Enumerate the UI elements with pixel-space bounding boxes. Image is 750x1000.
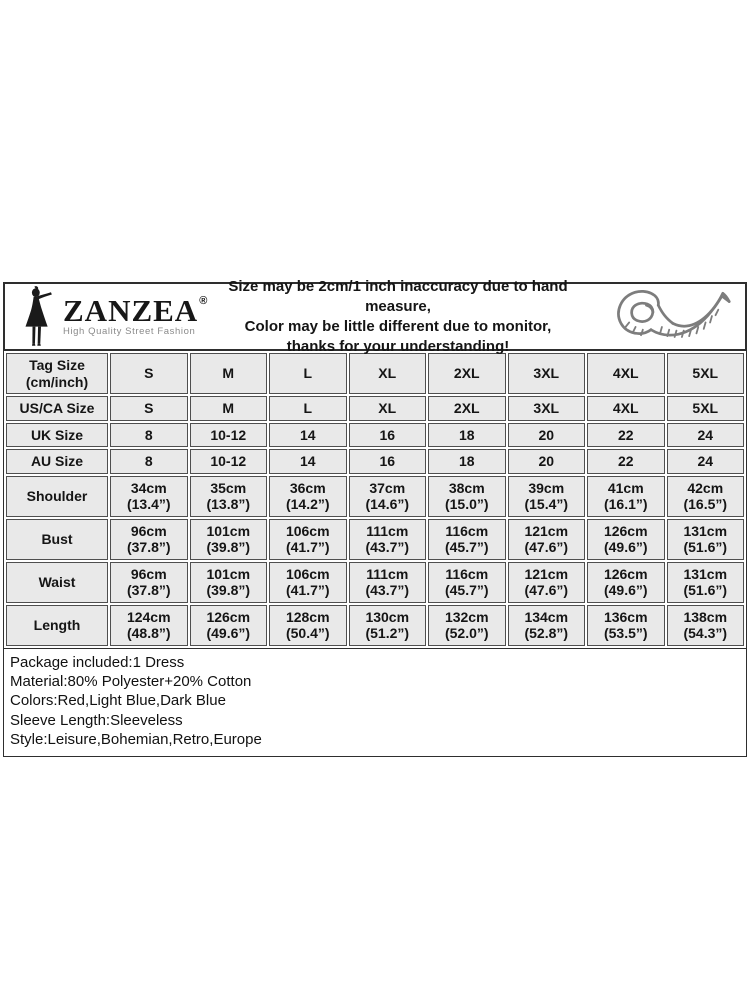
size-cell: 128cm (50.4”) bbox=[269, 605, 347, 646]
info-style: Style:Leisure,Bohemian,Retro,Europe bbox=[10, 731, 262, 749]
table-row bbox=[6, 449, 744, 474]
brand-tagline: High Quality Street Fashion bbox=[63, 326, 196, 337]
size-cell: 116cm (45.7”) bbox=[428, 562, 506, 603]
size-cell: 126cm (49.6”) bbox=[587, 562, 665, 603]
size-cell: XL bbox=[349, 353, 427, 394]
size-table bbox=[4, 351, 746, 648]
disclaimer-line-2: Color may be little different due to monitor, bbox=[244, 317, 552, 335]
size-cell: 132cm (52.0”) bbox=[428, 605, 506, 646]
disclaimer-text bbox=[205, 277, 597, 357]
info-package: Package included:1 Dress bbox=[10, 653, 185, 671]
size-cell: 5XL bbox=[667, 396, 745, 421]
size-cell: 126cm (49.6”) bbox=[587, 519, 665, 560]
size-cell: S bbox=[110, 353, 188, 394]
size-cell: 106cm (41.7”) bbox=[269, 562, 347, 603]
disclaimer-line-1: Size may be 2cm/1 inch inaccuracy due to hand measure, bbox=[228, 277, 568, 315]
size-table-container bbox=[3, 351, 747, 649]
row-label: Waist bbox=[6, 562, 108, 603]
size-cell: 101cm (39.8”) bbox=[190, 519, 268, 560]
size-cell: 10-12 bbox=[190, 449, 268, 474]
row-label: US/CA Size bbox=[6, 396, 108, 421]
size-cell: 18 bbox=[428, 449, 506, 474]
size-cell: XL bbox=[349, 396, 427, 421]
size-cell: 126cm (49.6”) bbox=[190, 605, 268, 646]
measuring-tape-icon bbox=[597, 287, 745, 347]
size-cell: 8 bbox=[110, 449, 188, 474]
info-colors: Colors:Red,Light Blue,Dark Blue bbox=[10, 692, 226, 710]
disclaimer-line-3: thanks for your understanding! bbox=[286, 337, 510, 355]
brand-logo bbox=[5, 286, 208, 348]
table-row bbox=[6, 476, 744, 517]
size-cell: 5XL bbox=[667, 353, 745, 394]
row-label: Tag Size (cm/inch) bbox=[6, 353, 108, 394]
size-cell: 8 bbox=[110, 423, 188, 448]
size-cell: 16 bbox=[349, 423, 427, 448]
size-cell: 111cm (43.7”) bbox=[349, 562, 427, 603]
size-cell: 2XL bbox=[428, 353, 506, 394]
size-cell: 3XL bbox=[508, 353, 586, 394]
size-cell: 41cm (16.1”) bbox=[587, 476, 665, 517]
brand-name: ZANZEA bbox=[63, 293, 199, 328]
size-cell: 130cm (51.2”) bbox=[349, 605, 427, 646]
info-sleeve-length: Sleeve Length:Sleeveless bbox=[10, 711, 183, 729]
size-cell: 101cm (39.8”) bbox=[190, 562, 268, 603]
size-cell: 38cm (15.0”) bbox=[428, 476, 506, 517]
size-cell: 36cm (14.2”) bbox=[269, 476, 347, 517]
size-cell: 14 bbox=[269, 449, 347, 474]
size-cell: 34cm (13.4”) bbox=[110, 476, 188, 517]
size-cell: 35cm (13.8”) bbox=[190, 476, 268, 517]
size-cell: 22 bbox=[587, 423, 665, 448]
size-cell: 131cm (51.6”) bbox=[667, 519, 745, 560]
table-row bbox=[6, 605, 744, 646]
info-material: Material:80% Polyester+20% Cotton bbox=[10, 672, 252, 690]
size-cell: 116cm (45.7”) bbox=[428, 519, 506, 560]
table-row bbox=[6, 562, 744, 603]
size-cell: 121cm (47.6”) bbox=[508, 562, 586, 603]
size-table-body bbox=[6, 353, 744, 646]
row-label: AU Size bbox=[6, 449, 108, 474]
size-cell: 3XL bbox=[508, 396, 586, 421]
table-row bbox=[6, 353, 744, 394]
size-cell: 121cm (47.6”) bbox=[508, 519, 586, 560]
size-cell: 39cm (15.4”) bbox=[508, 476, 586, 517]
row-label: UK Size bbox=[6, 423, 108, 448]
size-cell: S bbox=[110, 396, 188, 421]
size-cell: 4XL bbox=[587, 353, 665, 394]
size-cell: 134cm (52.8”) bbox=[508, 605, 586, 646]
product-info bbox=[3, 648, 747, 757]
size-cell: 42cm (16.5”) bbox=[667, 476, 745, 517]
table-row bbox=[6, 423, 744, 448]
size-cell: 136cm (53.5”) bbox=[587, 605, 665, 646]
registered-trademark-icon: ® bbox=[199, 295, 208, 307]
size-cell: 4XL bbox=[587, 396, 665, 421]
size-cell: 2XL bbox=[428, 396, 506, 421]
size-cell: 96cm (37.8”) bbox=[110, 519, 188, 560]
size-cell: 22 bbox=[587, 449, 665, 474]
header bbox=[3, 277, 747, 355]
size-chart-sheet bbox=[3, 277, 747, 757]
size-cell: L bbox=[269, 396, 347, 421]
size-cell: 24 bbox=[667, 449, 745, 474]
size-cell: 106cm (41.7”) bbox=[269, 519, 347, 560]
size-cell: 37cm (14.6”) bbox=[349, 476, 427, 517]
row-label: Bust bbox=[6, 519, 108, 560]
size-cell: 111cm (43.7”) bbox=[349, 519, 427, 560]
size-cell: L bbox=[269, 353, 347, 394]
size-cell: 14 bbox=[269, 423, 347, 448]
table-row bbox=[6, 519, 744, 560]
size-cell: 18 bbox=[428, 423, 506, 448]
row-label: Shoulder bbox=[6, 476, 108, 517]
size-cell: 96cm (37.8”) bbox=[110, 562, 188, 603]
size-cell: 10-12 bbox=[190, 423, 268, 448]
size-cell: 20 bbox=[508, 423, 586, 448]
size-cell: M bbox=[190, 396, 268, 421]
table-row bbox=[6, 396, 744, 421]
size-cell: 20 bbox=[508, 449, 586, 474]
size-cell: 16 bbox=[349, 449, 427, 474]
size-cell: M bbox=[190, 353, 268, 394]
row-label: Length bbox=[6, 605, 108, 646]
size-cell: 131cm (51.6”) bbox=[667, 562, 745, 603]
size-cell: 138cm (54.3”) bbox=[667, 605, 745, 646]
size-cell: 24 bbox=[667, 423, 745, 448]
woman-silhouette-icon bbox=[21, 286, 61, 348]
size-cell: 124cm (48.8”) bbox=[110, 605, 188, 646]
